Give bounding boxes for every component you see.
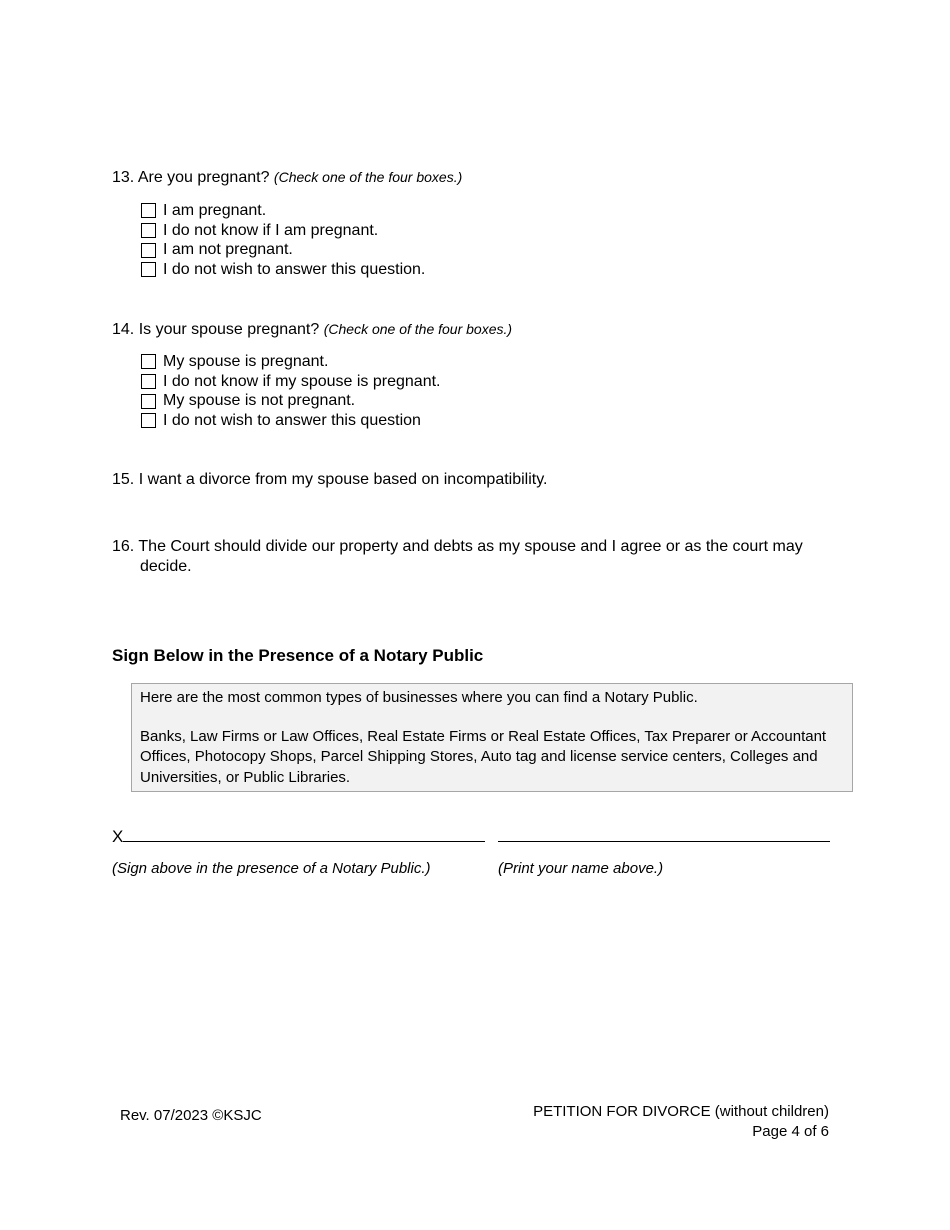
question-15 <box>112 470 852 490</box>
page-number: Page 4 of 6 <box>752 1123 829 1140</box>
q13-option-do-not-know[interactable] <box>141 221 425 241</box>
question-13-text: Are you pregnant? <box>137 169 270 186</box>
checkbox[interactable] <box>141 203 156 218</box>
question-14-hint: (Check one of the four boxes.) <box>323 321 513 337</box>
checkbox[interactable] <box>141 243 156 258</box>
q14-option-do-not-know[interactable] <box>141 372 440 392</box>
option-label: I am pregnant. <box>163 201 267 219</box>
signature-line[interactable] <box>112 824 485 848</box>
notary-intro: Here are the most common types of businesses where you can find a Notary Public. <box>140 689 698 706</box>
option-label: My spouse is not pregnant. <box>163 392 356 410</box>
question-14-text: Is your spouse pregnant? <box>138 321 320 338</box>
checkbox[interactable] <box>141 262 156 277</box>
question-16-number: 16. <box>112 538 135 555</box>
q13-option-no-answer[interactable] <box>141 260 425 280</box>
question-13-options <box>141 201 425 280</box>
option-label: I do not know if my spouse is pregnant. <box>163 372 441 390</box>
question-13-number: 13. <box>112 169 135 186</box>
revision-label: Rev. 07/2023 ©KSJC <box>120 1107 262 1124</box>
question-16 <box>112 537 852 577</box>
option-label: I do not know if I am pregnant. <box>163 221 379 239</box>
sign-caption: (Sign above in the presence of a Notary Public.) <box>112 860 431 877</box>
checkbox[interactable] <box>141 354 156 369</box>
q13-option-pregnant[interactable] <box>141 201 425 221</box>
option-label: I do not wish to answer this question. <box>163 260 426 278</box>
signature-underline <box>123 824 485 842</box>
q14-option-spouse-pregnant[interactable] <box>141 352 440 372</box>
checkbox[interactable] <box>141 374 156 389</box>
checkbox[interactable] <box>141 394 156 409</box>
option-label: My spouse is pregnant. <box>163 352 329 370</box>
checkbox[interactable] <box>141 223 156 238</box>
question-16-text: The Court should divide our property and debts as my spouse and I agree or as the court may decide. <box>138 538 803 575</box>
q14-option-no-answer[interactable] <box>141 411 440 431</box>
option-label: I do not wish to answer this question <box>163 411 421 429</box>
notary-business-list: Banks, Law Firms or Law Offices, Real Estate Firms or Real Estate Offices, Tax Preparer or Accountant Offices, Photocopy Shops, Parcel Shipping Stores, Auto tag and license service centers, Colleges and Universities, or Public Libraries. <box>140 727 827 786</box>
q14-option-spouse-not-pregnant[interactable] <box>141 391 440 411</box>
q13-option-not-pregnant[interactable] <box>141 240 425 260</box>
form-title: PETITION FOR DIVORCE (without children) <box>533 1103 829 1120</box>
question-13 <box>112 167 462 188</box>
signature-mark: X <box>112 827 124 846</box>
question-14-number: 14. <box>112 321 135 338</box>
print-name-line[interactable] <box>498 824 830 848</box>
checkbox[interactable] <box>141 413 156 428</box>
question-15-text: I want a divorce from my spouse based on incompatibility. <box>138 471 548 488</box>
question-15-number: 15. <box>112 471 135 488</box>
question-13-hint: (Check one of the four boxes.) <box>273 169 463 185</box>
notary-info-box <box>131 683 853 792</box>
question-14 <box>112 319 512 340</box>
option-label: I am not pregnant. <box>163 241 293 259</box>
print-name-underline <box>498 824 830 842</box>
print-caption: (Print your name above.) <box>498 860 664 877</box>
question-14-options <box>141 352 440 431</box>
notary-section-title: Sign Below in the Presence of a Notary Public <box>112 646 484 665</box>
footer-form-info <box>533 1102 829 1142</box>
